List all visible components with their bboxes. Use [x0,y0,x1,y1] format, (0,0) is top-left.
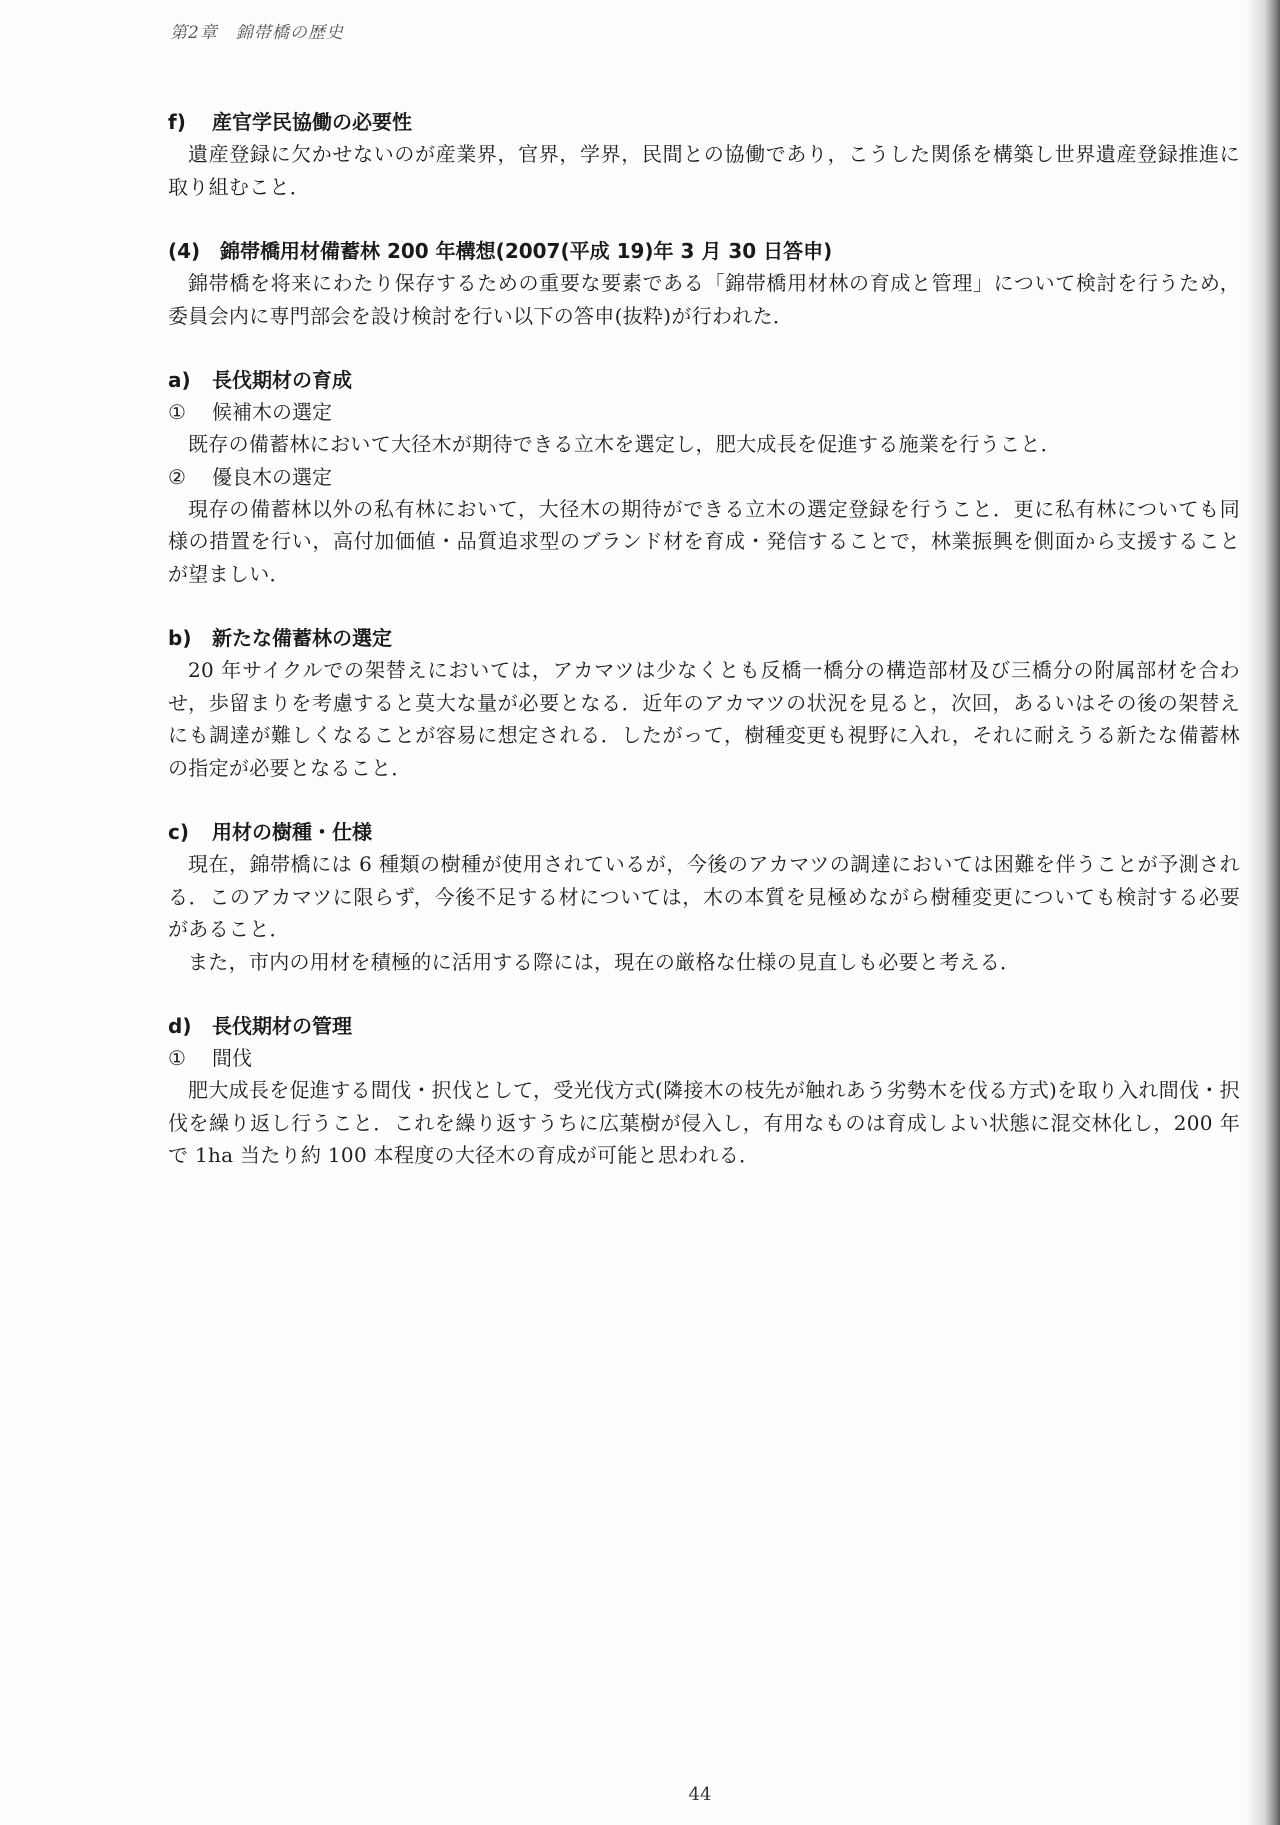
section-f [168,106,1240,203]
section-a [168,364,1240,590]
section-tag: a) [168,368,191,392]
paragraph: 既存の備蓄林において大径木が期待できる立木を選定し，肥大成長を促進する施業を行うこと． [188,432,1061,456]
section-d [168,1010,1240,1172]
paragraph: 現存の備蓄林以外の私有林において，大径木の期待ができる立木の選定登録を行うこと．更に私有林についても同様の措置を行い，高付加価値・品質追求型のブランド材を育成・発信することで，林業振興を側面から支援することが望ましい． [168,496,1240,586]
running-header: 第2章 錦帯橋の歴史 [170,23,344,43]
subsection-heading [168,461,1240,493]
section-title: 新たな備蓄林の選定 [212,626,392,650]
document-body [168,106,1240,1172]
section-tag: (4) [168,239,201,263]
paragraph: 錦帯橋を将来にわたり保存するための重要な要素である「錦帯橋用材林の育成と管理」について検討を行うため，委員会内に専門部会を設け検討を行い以下の答申(抜粋)が行われた． [168,271,1240,328]
subsection-title: 候補木の選定 [212,400,332,424]
section-heading [168,816,1240,848]
subsection-heading [168,396,1240,428]
paragraph: 現在，錦帯橋には 6 種類の樹種が使用されているが，今後のアカマツの調達においては困難を伴うことが予測される．このアカマツに限らず，今後不足する材については，木の本質を見極めながら樹種変更についても検討する必要があること． [168,852,1240,941]
page-number: 44 [688,1784,712,1805]
section-heading [168,1010,1240,1042]
page-edge-shadow [1246,0,1280,1825]
subsection-title: 優良木の選定 [212,464,332,489]
subsection-title: 間伐 [212,1046,252,1070]
section-4 [168,235,1240,332]
subsection-tag: ① [168,400,186,424]
section-tag: c) [168,820,189,844]
paragraph: 20 年サイクルでの架替えにおいては，アカマツは少なくとも反橋一橋分の構造部材及び三橋分の附属部材を合わせ，歩留まりを考慮すると莫大な量が必要となる．近年のアカマツの状況を見ると，次回，あるいはその後の架替えにも調達が難しくなることが容易に想定される．したがって，樹種変更も視野に入れ，それに耐えうる新たな備蓄林の指定が必要となること． [168,658,1240,780]
subsection-tag: ② [168,464,186,489]
section-b [168,622,1240,784]
subsection-tag: ① [168,1046,186,1070]
section-tag: f) [168,110,186,134]
section-title: 長伐期材の育成 [212,368,352,392]
section-tag: d) [168,1014,192,1038]
section-c [168,816,1240,978]
section-heading [168,235,1240,267]
section-title: 錦帯橋用材備蓄林 200 年構想(2007(平成 19)年 3 月 30 日答申) [220,239,833,263]
section-title: 長伐期材の管理 [212,1014,352,1038]
section-heading [168,364,1240,396]
paragraph: 肥大成長を促進する間伐・択伐として，受光伐方式(隣接木の枝先が触れあう劣勢木を伐る方式)を取り入れ間伐・択伐を繰り返し行うこと．これを繰り返すうちに広葉樹が侵入し，有用なものは育成しよい状態に混交林化し，200 年で 1ha 当たり約 100 本程度の大径木の育成が可能と思われる． [168,1078,1240,1167]
subsection-heading [168,1042,1240,1074]
section-tag: b) [168,626,192,650]
paragraph: また，市内の用材を積極的に活用する際には，現在の厳格な仕様の見直しも必要と考える． [188,949,1021,974]
section-title: 用材の樹種・仕様 [212,820,372,844]
section-title: 産官学民協働の必要性 [212,110,412,134]
section-heading [168,106,1240,138]
paragraph: 遺産登録に欠かせないのが産業界，官界，学界，民間との協働であり，こうした関係を構築し世界遺産登録推進に取り組むこと． [168,142,1240,199]
section-heading [168,622,1240,654]
